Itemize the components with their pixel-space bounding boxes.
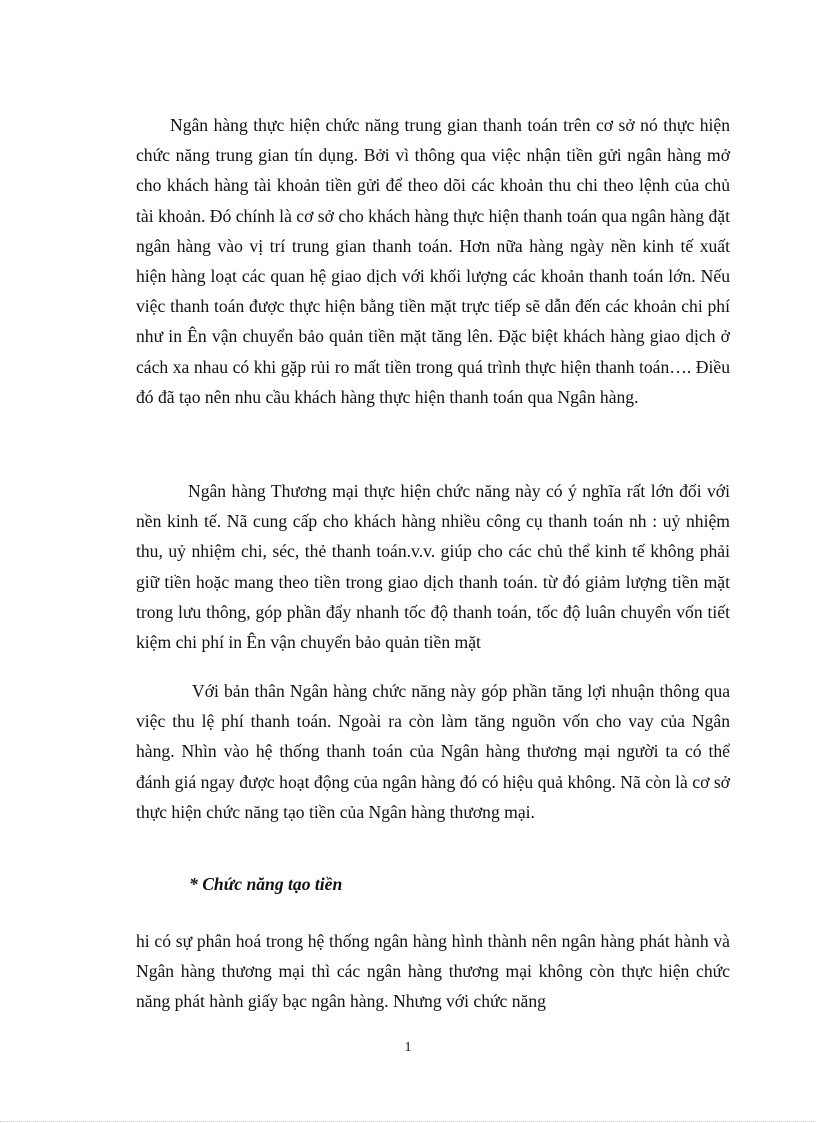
paragraph-money-creation: hi có sự phân hoá trong hệ thống ngân hàng hình thành nên ngân hàng phát hành và Ngân hàng thương mại thì các ngân hàng thương mại không còn thực hiện chức năng phát hành giấy bạc ngân hàng. Nhưng với chức năng bbox=[136, 931, 730, 1012]
page-number: 1 bbox=[404, 1040, 412, 1055]
section-heading: * Chức năng tạo tiền bbox=[189, 874, 343, 894]
paragraph-economic-significance: Ngân hàng Thương mại thực hiện chức năng này có ý nghĩa rất lớn đối với nền kinh tế. Nã cung cấp cho khách hàng nhiều công cụ thanh toán nh : uỷ nhiệm thu, uỷ nhiệm chi, séc, thẻ thanh toán.v.v. giúp cho các chủ thể kinh tế không phải giữ tiền hoặc mang theo tiền trong giao dịch thanh toán. từ đó giảm lượng tiền mặt trong lưu thông, góp phần đẩy nhanh tốc độ thanh toán, tốc độ luân chuyển vốn tiết kiệm chi phí in Ên vận chuyển bảo quản tiền mặt bbox=[136, 481, 730, 653]
paragraph-bank-benefits: Với bản thân Ngân hàng chức năng này góp phần tăng lợi nhuận thông qua việc thu lệ phí thanh toán. Ngoài ra còn làm tăng nguồn vốn cho vay của Ngân hàng. Nhìn vào hệ thống thanh toán của Ngân hàng thương mại người ta có thể đánh giá ngay được hoạt động của ngân hàng đó có hiệu quả không. Nã còn là cơ sở thực hiện chức năng tạo tiền của Ngân hàng thương mại. bbox=[136, 681, 730, 822]
paragraph-payment-intermediary: Ngân hàng thực hiện chức năng trung gian thanh toán trên cơ sở nó thực hiện chức năng trung gian tín dụng. Bởi vì thông qua việc nhận tiền gửi ngân hàng mở cho khách hàng tài khoản tiền gửi để theo dõi các khoản thu chi theo lệnh của chủ tài khoản. Đó chính là cơ sở cho khách hàng thực hiện thanh toán qua ngân hàng đặt ngân hàng vào vị trí trung gian thanh toán. Hơn nữa hàng ngày nền kinh tế xuất hiện hàng loạt các quan hệ giao dịch với khối lượng các khoản thanh toán lớn. Nếu việc thanh toán được thực hiện bằng tiền mặt trực tiếp sẽ dẫn đến các khoản chi phí như in Ên vận chuyển bảo quản tiền mặt tăng lên. Đặc biệt khách hàng giao dịch ở cách xa nhau có khi gặp rủi ro mất tiền trong quá trình thực hiện thanh toán…. Điều đó đã tạo nên nhu cầu khách hàng thực hiện thanh toán qua Ngân hàng. bbox=[136, 115, 730, 407]
page-bottom-divider bbox=[0, 1121, 816, 1122]
